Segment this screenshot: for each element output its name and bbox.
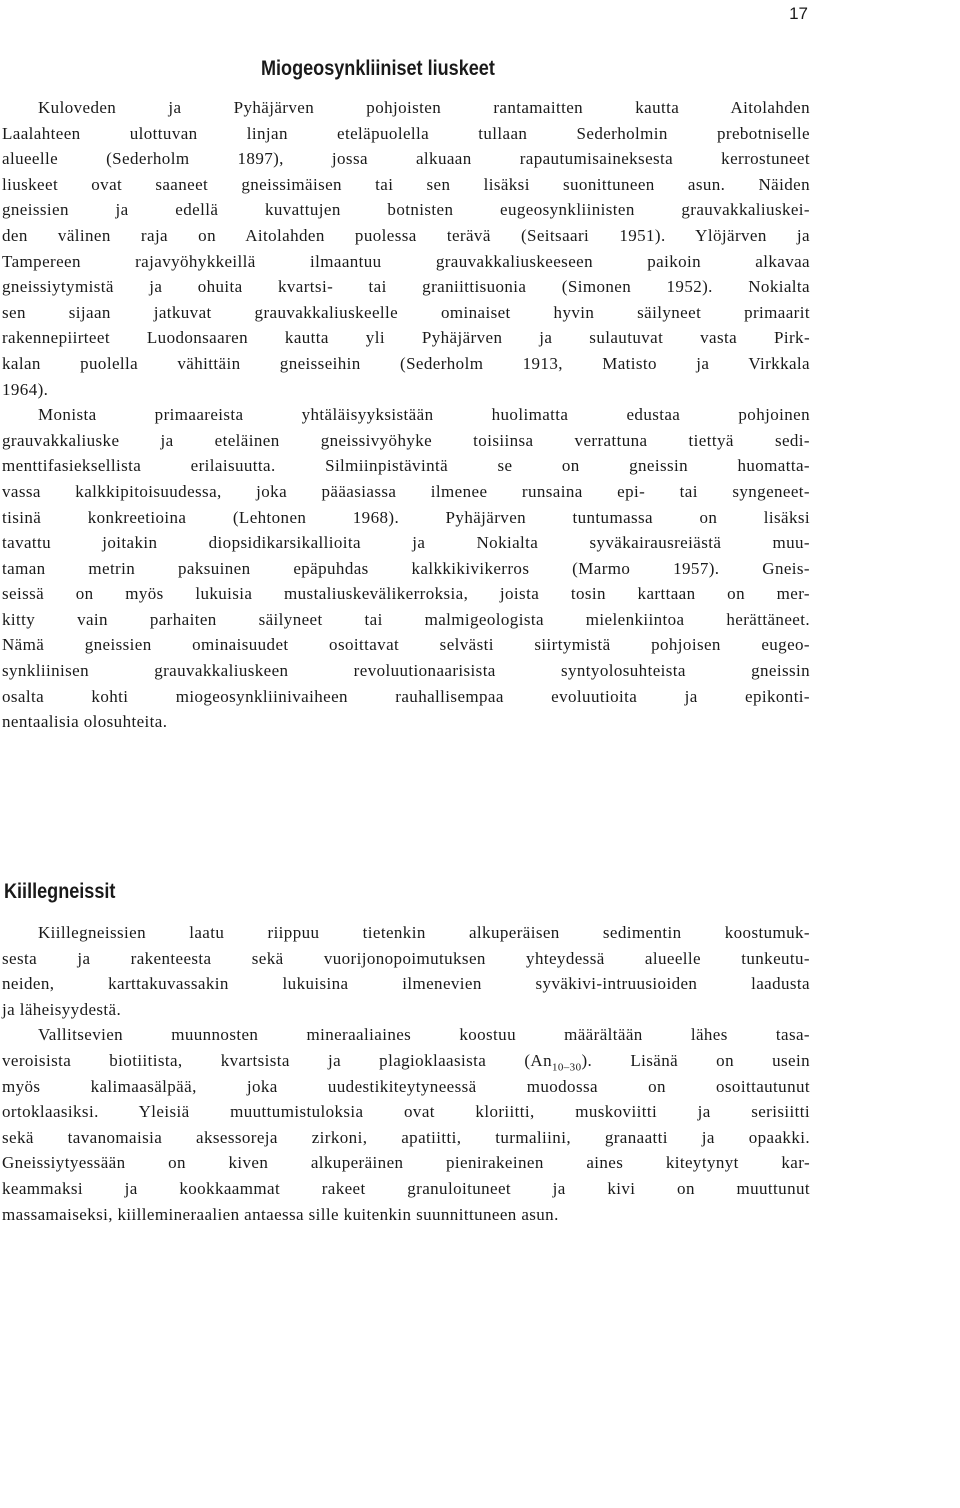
- text-line: gneissien ja edellä kuvattujen botnisten eugeosynkliinisten grauvakkaliuskei-: [2, 200, 810, 220]
- text-line: gneissiytymistä ja ohuita kvartsi- tai graniittisuonia (Simonen 1952). Nokialta: [2, 277, 810, 297]
- text-line: taman metrin paksuinen epäpuhdas kalkkikivikerros (Marmo 1957). Gneis-: [2, 558, 810, 578]
- text-line: Kiillegneissien laatu riippuu tietenkin alkuperäisen sedimentin koostumuk-: [38, 923, 810, 942]
- text-line: Kuloveden ja Pyhäjärven pohjoisten rantamaitten kautta Aitolahden: [38, 98, 810, 117]
- text-line: tisinä konkreetioina (Lehtonen 1968). Pyhäjärven tuntumassa on lisäksi: [2, 507, 810, 527]
- section-heading-miogeosynkliiniset: Miogeosynkliiniset liuskeet: [261, 57, 495, 80]
- text-line: tavattu joitakin diopsidikarsikallioita ja Nokialta syväkairausreiästä muu-: [2, 533, 810, 553]
- text-line: sekä tavanomaisia aksessoreja zirkoni, apatiitti, turmaliini, granaatti ja opaakki.: [2, 1127, 810, 1147]
- text-line: kitty vain parhaiten säilyneet tai malmigeologista mielenkiintoa herättäneet.: [2, 609, 810, 629]
- text-line: 1964).: [2, 379, 49, 399]
- text-line: neiden, karttakuvassakin lukuisina ilmenevien syväkivi-intruusioiden laadusta: [2, 974, 810, 994]
- text-line: Tampereen rajavyöhykkeillä ilmaantuu grauvakkaliuskeeseen paikoin alkavaa: [2, 251, 810, 271]
- text-line: synkliinisen grauvakkaliuskeen revoluutionaarisista syntyolosuhteista gneissin: [2, 661, 810, 681]
- page-number: 17: [789, 4, 808, 23]
- text-line: osalta kohti miogeosynkliinivaiheen rauhallisempaa evoluutioita ja epikonti-: [2, 686, 810, 706]
- text-line: liuskeet ovat saaneet gneissimäisen tai sen lisäksi suonittuneen asun. Näiden: [2, 174, 810, 194]
- text-line: Monista primaareista yhtäläisyyksistään huolimatta edustaa pohjoinen: [38, 405, 810, 425]
- text-line: seissä on myös lukuisia mustaliuskevälikerroksia, joista tosin karttaan on mer-: [2, 584, 810, 604]
- an-subscript: 10–30: [551, 1061, 582, 1074]
- text-line-part: veroisista biotiitista, kvartsista ja plagioklaasista (An: [2, 1050, 552, 1070]
- text-line: menttifasieksellista erilaisuutta. Silmiinpistävintä se on gneissin huomatta-: [2, 456, 810, 476]
- text-line: Vallitsevien muunnosten mineraaliaines koostuu määrältään lähes tasa-: [38, 1025, 810, 1045]
- text-line: Laalahteen ulottuvan linjan eteläpuolella tullaan Sederholmin prebotniselle: [2, 123, 810, 143]
- text-line-with-subscript: [2, 1048, 810, 1074]
- section-body-kiillegneissit: [2, 920, 810, 1227]
- text-line: sesta ja rakenteesta sekä vuorijonopoimutuksen yhteydessä alueelle tunkeutu-: [2, 948, 810, 968]
- text-line: Gneissiytyessään on kiven alkuperäinen pienirakeinen aines kiteytynyt kar-: [2, 1153, 810, 1173]
- text-line: den välinen raja on Aitolahden puolessa terävä (Seitsaari 1951). Ylöjärven ja: [2, 225, 810, 245]
- section-body-miogeosynkliiniset: [2, 95, 810, 735]
- text-line: kalan puolella vähittäin gneisseihin (Sederholm 1913, Matisto ja Virkkala: [2, 353, 810, 373]
- text-line: ja läheisyydestä.: [2, 999, 122, 1019]
- text-line: rakennepiirteet Luodonsaaren kautta yli Pyhäjärven ja sulautuvat vasta Pirk-: [2, 328, 810, 348]
- text-line: sen sijaan jatkuvat grauvakkaliuskeelle ominaiset hyvin säilyneet primaarit: [2, 302, 810, 322]
- text-line: nentaalisia olosuhteita.: [2, 712, 168, 732]
- text-line: myös kalimaasälpää, joka uudestikiteytyneessä muodossa on osoittautunut: [2, 1076, 810, 1096]
- text-line: alueelle (Sederholm 1897), jossa alkuaan rapautumisaineksesta kerrostuneet: [2, 149, 810, 169]
- text-line-part: ). Lisänä on usein: [581, 1050, 810, 1070]
- text-line: grauvakkaliuske ja eteläinen gneissivyöhyke toisiinsa verrattuna tiettyä sedi-: [2, 430, 810, 450]
- text-line: ortoklaasiksi. Yleisiä muuttumistuloksia ovat kloriitti, muskoviitti ja serisiitti: [2, 1102, 810, 1122]
- text-line: Nämä gneissien ominaisuudet osoittavat selvästi siirtymistä pohjoisen eugeo-: [2, 635, 810, 655]
- text-line: massamaiseksi, kiillemineraalien antaessa sille kuitenkin suunnittuneen asun.: [2, 1204, 559, 1224]
- text-line: vassa kalkkipitoisuudessa, joka pääasiassa ilmenee runsaina epi- tai syngeneet-: [2, 481, 810, 501]
- section-heading-kiillegneissit: Kiillegneissit: [4, 880, 116, 903]
- text-line: keammaksi ja kookkaammat rakeet granuloituneet ja kivi on muuttunut: [2, 1178, 810, 1198]
